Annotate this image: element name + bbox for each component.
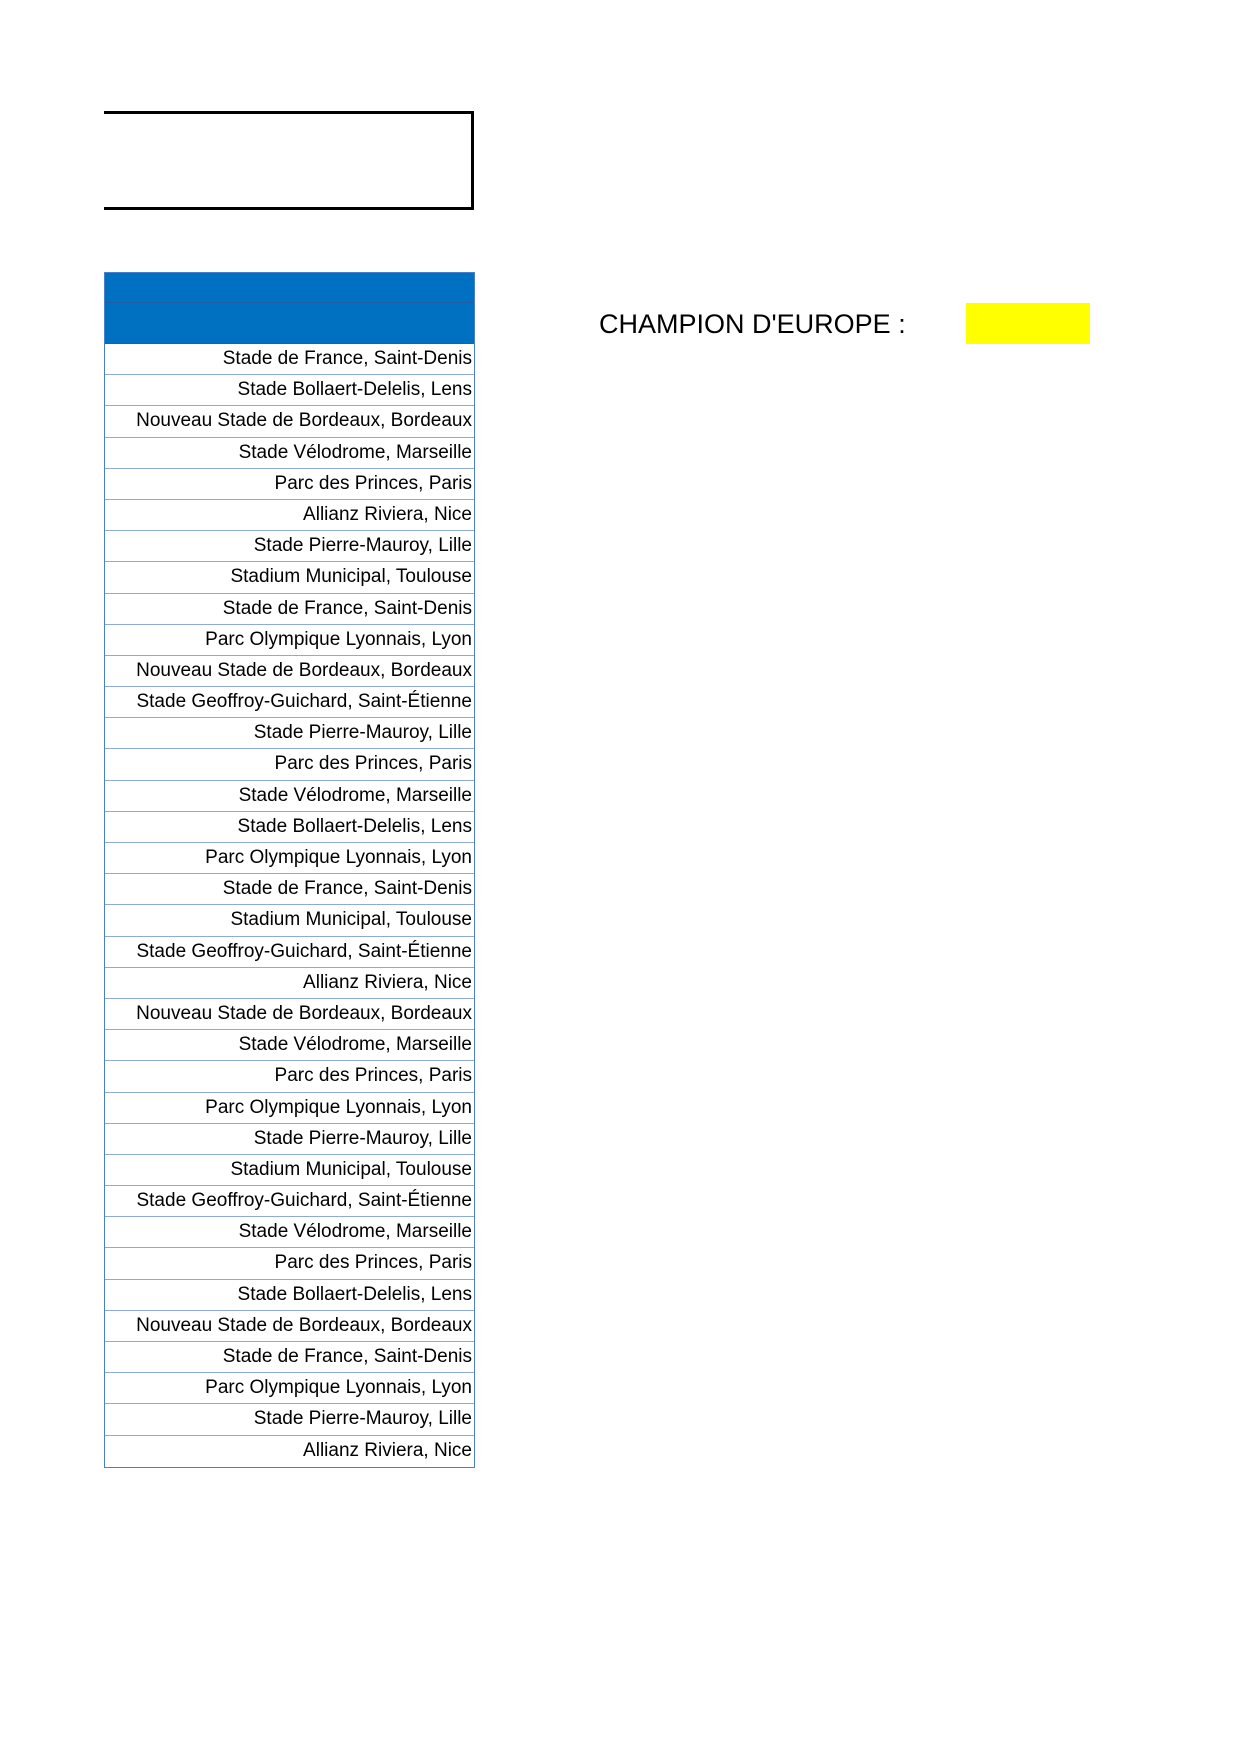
table-header-band-secondary [105, 303, 474, 344]
venue-row: Stade Vélodrome, Marseille [105, 781, 474, 812]
venue-row: Stade de France, Saint-Denis [105, 874, 474, 905]
venue-row: Parc des Princes, Paris [105, 1061, 474, 1092]
venue-row: Stade Pierre-Mauroy, Lille [105, 1404, 474, 1435]
venue-row: Stade Vélodrome, Marseille [105, 1217, 474, 1248]
venue-row: Parc Olympique Lyonnais, Lyon [105, 1093, 474, 1124]
venue-row: Stade de France, Saint-Denis [105, 1342, 474, 1373]
title-box [104, 111, 474, 210]
table-header-band [105, 272, 474, 303]
venue-row: Allianz Riviera, Nice [105, 968, 474, 999]
venue-row: Allianz Riviera, Nice [303, 1439, 472, 1461]
venue-row: Stadium Municipal, Toulouse [105, 1155, 474, 1186]
champion-label: CHAMPION D'EUROPE : [599, 309, 906, 339]
venue-row: Stade de France, Saint-Denis [105, 594, 474, 625]
venue-row: Parc des Princes, Paris [105, 469, 474, 500]
venue-row: Stade de France, Saint-Denis [105, 344, 474, 375]
venue-row: Parc Olympique Lyonnais, Lyon [105, 625, 474, 656]
venue-row: Stade Pierre-Mauroy, Lille [105, 1124, 474, 1155]
venue-row: Stadium Municipal, Toulouse [105, 562, 474, 593]
venue-row: Parc des Princes, Paris [105, 1248, 474, 1279]
venue-row: Stade Pierre-Mauroy, Lille [105, 718, 474, 749]
venue-row: Stade Bollaert-Delelis, Lens [105, 1280, 474, 1311]
venue-row: Stade Geoffroy-Guichard, Saint-Étienne [105, 687, 474, 718]
venue-row: Nouveau Stade de Bordeaux, Bordeaux [105, 999, 474, 1030]
venue-row: Stade Vélodrome, Marseille [105, 1030, 474, 1061]
venue-row: Nouveau Stade de Bordeaux, Bordeaux [105, 406, 474, 437]
venue-row: Nouveau Stade de Bordeaux, Bordeaux [105, 1311, 474, 1342]
venue-row: Nouveau Stade de Bordeaux, Bordeaux [105, 656, 474, 687]
venue-row: Stadium Municipal, Toulouse [105, 905, 474, 936]
venue-row: Parc Olympique Lyonnais, Lyon [105, 1373, 474, 1404]
venue-row: Parc des Princes, Paris [105, 749, 474, 780]
venues-table [104, 272, 475, 1468]
champion-value-cell[interactable] [966, 303, 1090, 344]
venue-row: Parc Olympique Lyonnais, Lyon [105, 843, 474, 874]
venue-row: Stade Bollaert-Delelis, Lens [105, 375, 474, 406]
venue-row: Stade Pierre-Mauroy, Lille [105, 531, 474, 562]
venue-row: Stade Geoffroy-Guichard, Saint-Étienne [105, 1186, 474, 1217]
venue-row: Allianz Riviera, Nice [105, 500, 474, 531]
venue-row: Stade Vélodrome, Marseille [105, 438, 474, 469]
venue-row: Stade Bollaert-Delelis, Lens [105, 812, 474, 843]
venue-rows [105, 344, 474, 1467]
venue-row: Stade Geoffroy-Guichard, Saint-Étienne [105, 937, 474, 968]
